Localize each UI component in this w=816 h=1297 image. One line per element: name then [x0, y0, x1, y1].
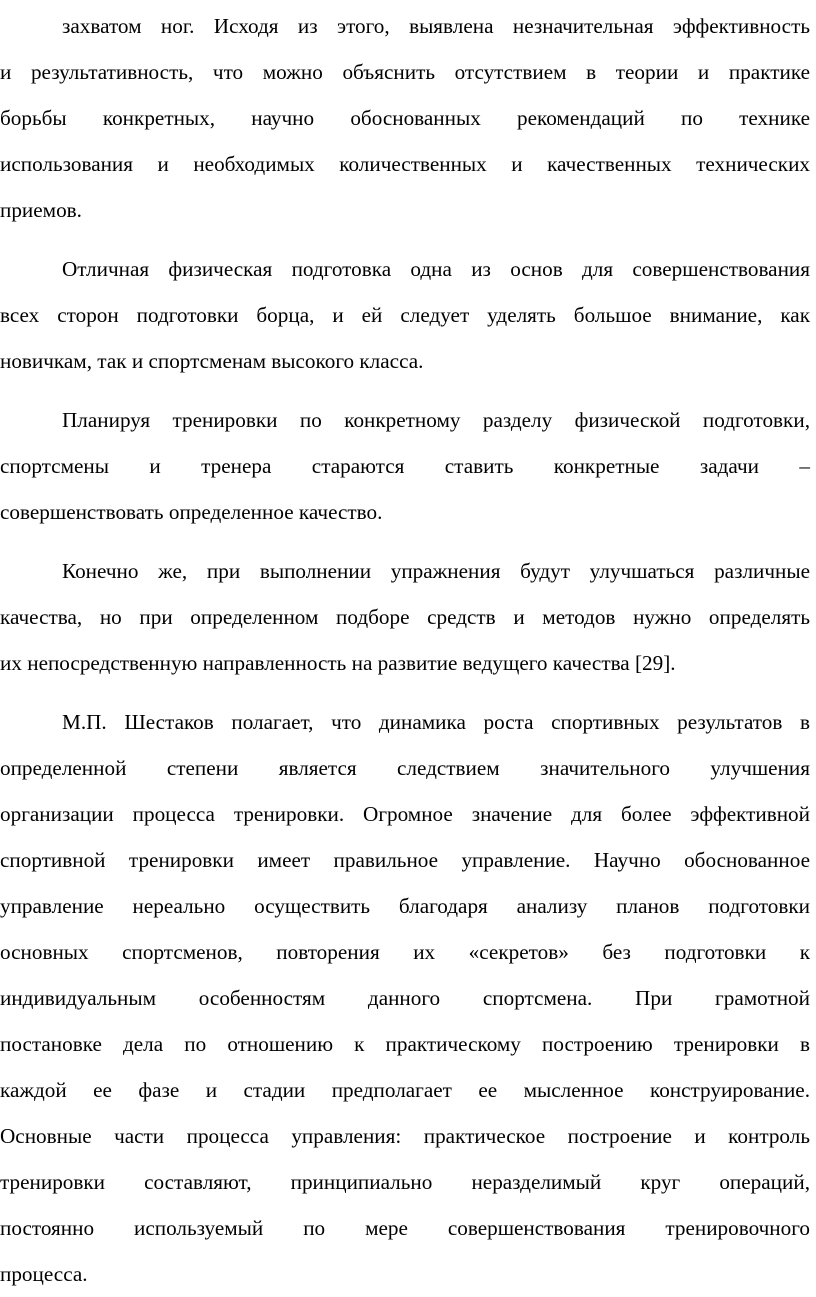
paragraph-1 — [0, 3, 810, 233]
text-line: приемов. — [0, 198, 82, 222]
paragraph-2 — [0, 246, 810, 384]
paragraph-4 — [0, 548, 810, 686]
text-line: всех сторон подготовки борца, и ей следует уделять большое внимание, как — [0, 303, 810, 327]
text-line: новичкам, так и спортсменам высокого класса. — [0, 349, 424, 373]
text-line: организации процесса тренировки. Огромное значение для более эффективной — [0, 802, 810, 826]
text-line: процесса. — [0, 1262, 88, 1286]
text-line: спортивной тренировки имеет правильное управление. Научно обоснованное — [0, 848, 810, 872]
text-line: борьбы конкретных, научно обоснованных рекомендаций по технике — [0, 106, 810, 130]
paragraph-5 — [0, 699, 810, 1297]
text-line: Основные части процесса управления: практическое построение и контроль — [0, 1124, 810, 1148]
text-line: их непосредственную направленность на развитие ведущего качества [29]. — [0, 651, 676, 675]
text-line: индивидуальным особенностям данного спортсмена. При грамотной — [0, 986, 810, 1010]
text-line: М.П. Шестаков полагает, что динамика роста спортивных результатов в — [62, 710, 810, 734]
paragraph-3 — [0, 397, 810, 535]
text-line: Конечно же, при выполнении упражнения будут улучшаться различные — [62, 559, 810, 583]
text-line: определенной степени является следствием значительного улучшения — [0, 756, 810, 780]
text-line: качества, но при определенном подборе средств и методов нужно определять — [0, 605, 810, 629]
text-line: Планируя тренировки по конкретному разделу физической подготовки, — [62, 408, 810, 432]
text-line: захватом ног. Исходя из этого, выявлена незначительная эффективность — [62, 14, 810, 38]
text-line: использования и необходимых количественных и качественных технических — [0, 152, 810, 176]
text-line: спортсмены и тренера стараются ставить конкретные задачи – — [0, 454, 810, 478]
text-line: управление нереально осуществить благодаря анализу планов подготовки — [0, 894, 810, 918]
text-line: тренировки составляют, принципиально неразделимый круг операций, — [0, 1170, 810, 1194]
text-line: и результативность, что можно объяснить отсутствием в теории и практике — [0, 60, 810, 84]
text-line: Отличная физическая подготовка одна из основ для совершенствования — [62, 257, 810, 281]
text-line: постоянно используемый по мере совершенствования тренировочного — [0, 1216, 810, 1240]
text-line: каждой ее фазе и стадии предполагает ее мысленное конструирование. — [0, 1078, 810, 1102]
text-line: совершенствовать определенное качество. — [0, 500, 383, 524]
text-line: постановке дела по отношению к практическому построению тренировки в — [0, 1032, 810, 1056]
text-line: основных спортсменов, повторения их «секретов» без подготовки к — [0, 940, 810, 964]
